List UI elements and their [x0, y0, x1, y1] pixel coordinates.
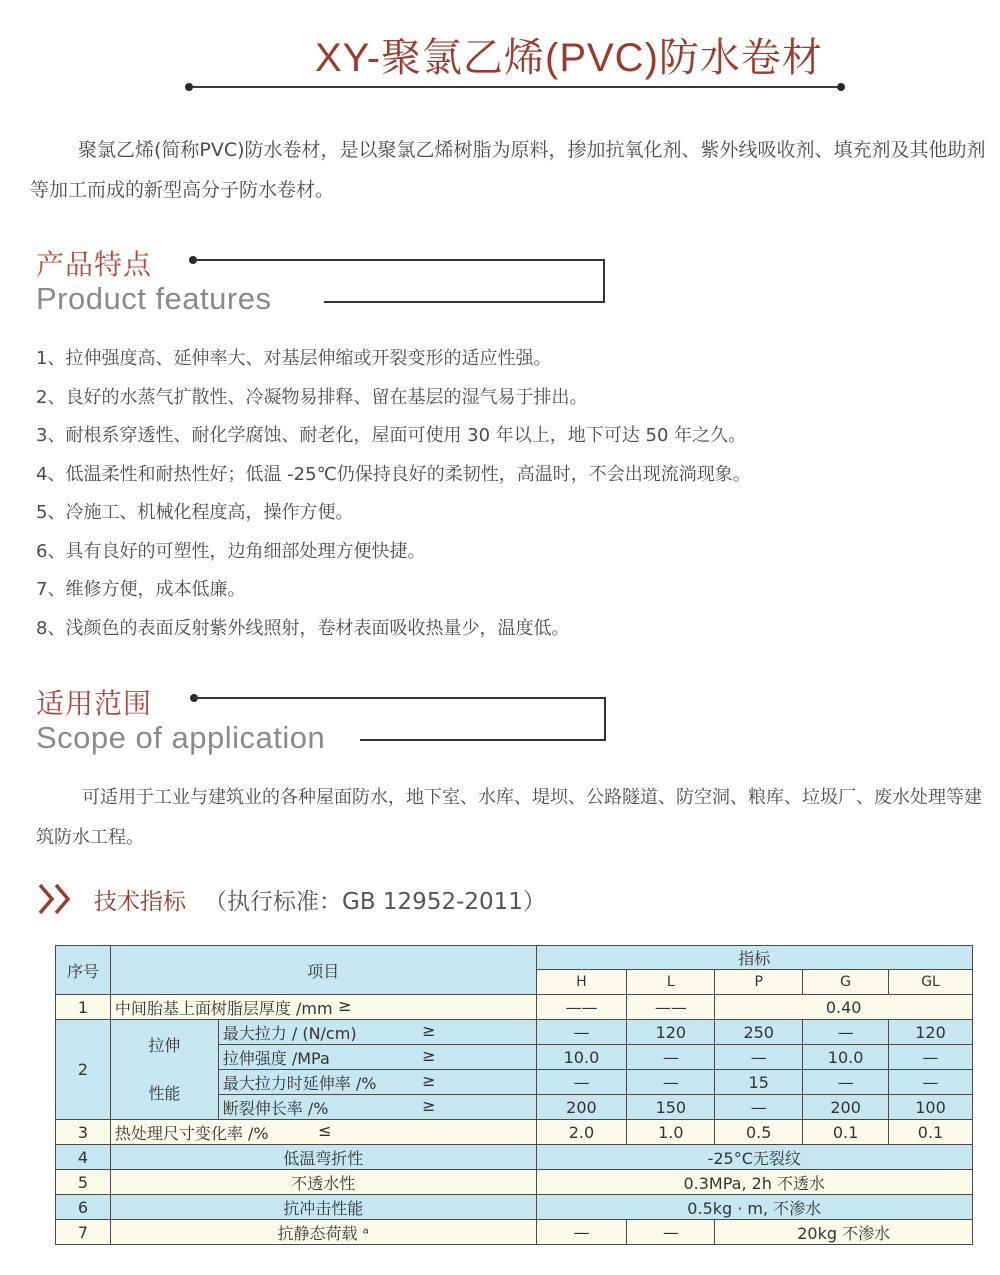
cell-gl: 120: [889, 1020, 973, 1045]
tech-title: 技术指标: [94, 888, 186, 915]
cell-p: 15: [715, 1070, 803, 1095]
cell-h: ——: [536, 995, 627, 1020]
cell-h: 10.0: [536, 1045, 627, 1070]
cell-g: —: [803, 1020, 889, 1045]
cell-g: 10.0: [803, 1045, 889, 1070]
cell-l: 150: [627, 1095, 715, 1120]
cell-l: —: [627, 1220, 715, 1245]
row-no: 3: [56, 1120, 111, 1145]
divider-dot-left: [185, 83, 193, 91]
row-item: 抗冲击性能: [110, 1195, 536, 1220]
feature-item: 1、拉伸强度高、延伸率大、对基层伸缩或开裂变形的适应性强。: [36, 348, 552, 369]
row-group: 拉伸 性能: [110, 1020, 218, 1120]
row-item: 不透水性: [110, 1170, 536, 1195]
feature-item: 6、具有良好的可塑性，边角细部处理方便快捷。: [36, 540, 426, 562]
row-item: 低温弯折性: [110, 1145, 536, 1170]
cell-gl: —: [889, 1045, 973, 1070]
cell-gl: —: [889, 1070, 973, 1095]
features-bracket-bottom: [324, 301, 605, 303]
features-title-en: Product features: [36, 281, 272, 316]
feature-item: 4、低温柔性和耐热性好；低温 -25℃仍保持良好的柔韧性，高温时，不会出现流淌现象。: [36, 463, 751, 485]
features-title-cn: 产品特点: [36, 248, 153, 281]
cell-g: 200: [803, 1095, 889, 1120]
spec-table: [55, 945, 973, 1245]
cell-p: —: [715, 1095, 803, 1120]
cell-p: 250: [715, 1020, 803, 1045]
tech-standard: （执行标准：GB 12952-2011）: [204, 888, 546, 915]
header-index: 指标: [536, 946, 973, 970]
header-item: 项目: [110, 946, 536, 995]
scope-bracket-top: [194, 697, 606, 699]
header-type-p: P: [715, 970, 803, 995]
row-item: 中间胎基上面树脂层厚度 /mm ≥: [114, 995, 352, 1018]
row-no: 4: [56, 1145, 111, 1170]
row-no: 6: [56, 1195, 111, 1220]
table-row: [56, 1020, 973, 1045]
table-row: [56, 995, 973, 1020]
header-type-l: L: [627, 970, 715, 995]
feature-item: 2、良好的水蒸气扩散性、冷凝物易排释、留在基层的湿气易于排出。: [36, 386, 588, 408]
page-title: XY-聚氯乙烯(PVC)防水卷材: [315, 36, 823, 80]
table-row: [56, 1195, 973, 1220]
scope-title-en: Scope of application: [36, 720, 326, 755]
scope-bracket-bottom: [360, 739, 606, 741]
cell-h: —: [536, 1020, 627, 1045]
feature-item: 3、耐根系穿透性、耐化学腐蚀、耐老化，屋面可使用 30 年以上，地下可达 50 年之久。: [36, 425, 747, 446]
table-row: [56, 1170, 973, 1195]
cell-all: -25°C无裂纹: [536, 1145, 973, 1170]
feature-item: 5、冷施工、机械化程度高，操作方便。: [36, 502, 354, 523]
cell-h: —: [536, 1220, 627, 1245]
scope-title-cn: 适用范围: [36, 687, 153, 720]
cell-p: 0.5: [715, 1120, 803, 1145]
cell-gl: 100: [889, 1095, 973, 1120]
cell-p-g-gl: 20kg 不渗水: [715, 1220, 973, 1245]
intro-paragraph: 聚氯乙烯(简称PVC)防水卷材，是以聚氯乙烯树脂为原料，掺加抗氧化剂、紫外线吸收剂、填充剂及其他助剂等加工而成的新型高分子防水卷材。: [30, 139, 986, 201]
row-no: 5: [56, 1170, 111, 1195]
row-item: 最大拉力时延伸率 /% ≥: [222, 1070, 436, 1093]
cell-h: 2.0: [536, 1120, 627, 1145]
cell-p-g-gl: 0.40: [715, 995, 973, 1020]
title-divider: [188, 86, 844, 88]
feature-item: 8、浅颜色的表面反射紫外线照射，卷材表面吸收热量少，温度低。: [36, 617, 570, 639]
row-item: 断裂伸长率 /% ≥: [222, 1095, 436, 1118]
header-type-gl: GL: [889, 970, 973, 995]
row-item: 抗静态荷载 ᵃ: [110, 1220, 536, 1245]
cell-l: ——: [627, 995, 715, 1020]
row-no: 2: [56, 1020, 111, 1120]
feature-item: 7、维修方便，成本低廉。: [36, 579, 246, 600]
scope-bracket-side: [604, 697, 606, 741]
row-no: 7: [56, 1220, 111, 1245]
table-row: [56, 1145, 973, 1170]
header-no: 序号: [56, 946, 111, 995]
tech-header: [36, 881, 546, 917]
cell-l: 120: [627, 1020, 715, 1045]
cell-l: —: [627, 1070, 715, 1095]
cell-h: 200: [536, 1095, 627, 1120]
table-row: [56, 1220, 973, 1245]
cell-g: —: [803, 1070, 889, 1095]
header-type-h: H: [536, 970, 627, 995]
table-row: [56, 1120, 973, 1145]
cell-l: 1.0: [627, 1120, 715, 1145]
double-chevron-right-icon: [36, 881, 76, 917]
features-list: [36, 340, 936, 648]
header-type-g: G: [803, 970, 889, 995]
cell-l: —: [627, 1045, 715, 1070]
cell-h: —: [536, 1070, 627, 1095]
features-bracket-top: [193, 259, 605, 261]
divider-dot-right: [837, 83, 845, 91]
row-item: 最大拉力 / (N/cm) ≥: [222, 1020, 436, 1043]
cell-gl: 0.1: [889, 1120, 973, 1145]
cell-all: 0.3MPa, 2h 不透水: [536, 1170, 973, 1195]
features-bracket-side: [603, 259, 605, 303]
row-no: 1: [56, 995, 111, 1020]
scope-paragraph: 可适用于工业与建筑业的各种屋面防水，地下室、水库、堤坝、公路隧道、防空洞、粮库、垃圾厂、废水处理等建筑防水工程。: [36, 787, 982, 848]
row-item: 热处理尺寸变化率 /% ≤: [114, 1120, 332, 1143]
cell-all: 0.5kg · m, 不渗水: [536, 1195, 973, 1220]
cell-p: —: [715, 1045, 803, 1070]
cell-g: 0.1: [803, 1120, 889, 1145]
row-item: 拉伸强度 /MPa ≥: [222, 1045, 436, 1068]
